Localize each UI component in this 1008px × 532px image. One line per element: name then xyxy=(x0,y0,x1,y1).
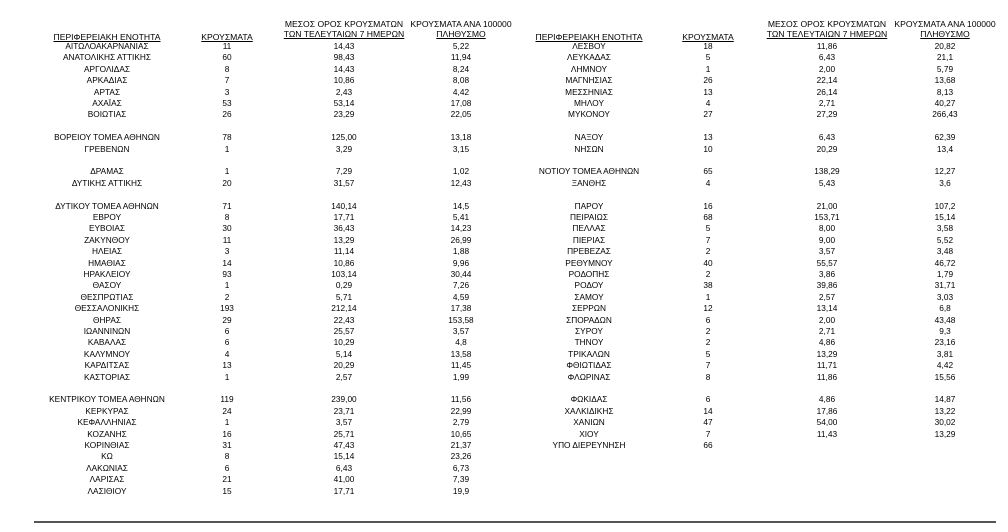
table-cell-left-per100k: 13,58 xyxy=(450,348,472,359)
table-cell-right-per100k: 3,81 xyxy=(936,348,954,359)
table-cell-left-avg7: 22,43 xyxy=(333,314,355,325)
table-cell-left-cases: 14 xyxy=(222,257,232,268)
table-cell-left-cases: 24 xyxy=(222,405,232,416)
table-cell-right-per100k: 13,22 xyxy=(934,405,956,416)
table-cell-right-avg7: 6,43 xyxy=(818,132,836,143)
header-avg-left-line2: ΤΩΝ ΤΕΛΕΥΤΑΙΩΝ 7 ΗΜΕΡΩΝ xyxy=(283,29,405,39)
table-cell-left-avg7: 7,29 xyxy=(335,166,353,177)
table-cell-right-avg7: 8,00 xyxy=(818,223,836,234)
table-cell-right-per100k: 3,03 xyxy=(936,291,954,302)
header-avg-right-line1: ΜΕΣΟΣ ΟΡΟΣ ΚΡΟΥΣΜΑΤΩΝ xyxy=(767,19,887,29)
table-cell-left-region: ΚΩ xyxy=(101,451,113,462)
table-cell-right-cases: 2 xyxy=(705,246,711,257)
table-cell-right-region: ΠΕΛΛΑΣ xyxy=(572,223,606,234)
table-cell-right-region: ΧΑΛΚΙΔΙΚΗΣ xyxy=(564,405,614,416)
table-cell-right-cases: 5 xyxy=(705,223,711,234)
table-cell-left-region: ΚΑΒΑΛΑΣ xyxy=(87,337,127,348)
table-cell-right-region: ΞΑΝΘΗΣ xyxy=(571,177,607,188)
table-cell-left-region: ΛΑΣΙΘΙΟΥ xyxy=(87,485,127,496)
table-cell-left-region: ΒΟΡΕΙΟΥ ΤΟΜΕΑ ΑΘΗΝΩΝ xyxy=(54,132,160,143)
table-cell-left-region: ΗΛΕΙΑΣ xyxy=(91,246,123,257)
table-cell-right-avg7: 2,57 xyxy=(818,291,836,302)
table-cell-right-cases: 12 xyxy=(703,303,713,314)
table-cell-right-cases: 7 xyxy=(705,428,711,439)
table-cell-left-cases: 7 xyxy=(224,75,230,86)
table-cell-right-cases: 1 xyxy=(705,63,711,74)
table-cell-left-region: ΚΕΦΑΛΛΗΝΙΑΣ xyxy=(77,417,137,428)
table-cell-right-region: ΠΡΕΒΕΖΑΣ xyxy=(567,246,611,257)
table-cell-right-avg7: 6,43 xyxy=(818,52,836,63)
table-cell-left-avg7: 2,43 xyxy=(335,86,353,97)
table-cell-left-per100k: 23,26 xyxy=(450,451,472,462)
table-cell-right-avg7: 11,71 xyxy=(816,360,838,371)
table-cell-left-region: ΛΑΚΩΝΙΑΣ xyxy=(86,462,128,473)
table-cell-right-avg7: 11,43 xyxy=(816,428,838,439)
table-cell-right-region: ΧΑΝΙΩΝ xyxy=(573,417,605,428)
table-cell-left-per100k: 7,26 xyxy=(452,280,470,291)
table-cell-right-cases: 26 xyxy=(703,75,713,86)
table-cell-left-avg7: 25,57 xyxy=(333,326,355,336)
table-cell-left-avg7: 14,43 xyxy=(333,41,355,51)
table-cell-left-region: ΑΡΤΑΣ xyxy=(93,86,121,97)
table-cell-right-cases: 16 xyxy=(703,200,713,211)
table-cell-right-avg7: 22,14 xyxy=(816,75,838,86)
table-cell-right-per100k: 1,79 xyxy=(936,269,954,279)
table-cell-right-cases: 13 xyxy=(703,132,713,143)
table-cell-right-region: ΡΕΘΥΜΝΟΥ xyxy=(565,257,613,268)
table-cell-right-per100k: 46,72 xyxy=(934,257,956,268)
table-cell-left-region: ΑΙΤΩΛΟΑΚΑΡΝΑΝΙΑΣ xyxy=(65,41,149,51)
table-cell-right-avg7: 13,29 xyxy=(816,348,838,359)
table-cell-left-avg7: 31,57 xyxy=(333,177,355,188)
table-cell-right-per100k: 8,13 xyxy=(936,86,954,97)
table-cell-left-per100k: 19,9 xyxy=(452,485,470,496)
table-cell-right-region: ΣΥΡΟΥ xyxy=(575,326,603,336)
table-cell-left-per100k: 17,38 xyxy=(450,303,472,314)
table-cell-right-region: ΜΥΚΟΝΟΥ xyxy=(568,109,610,120)
header-per100k-right-line1: ΚΡΟΥΣΜΑΤΑ ΑΝΑ 100000 xyxy=(894,19,996,29)
table-cell-right-avg7: 11,86 xyxy=(816,371,838,382)
table-cell-right-avg7: 4,86 xyxy=(818,394,836,405)
table-cell-left-region: ΘΕΣΣΑΛΟΝΙΚΗΣ xyxy=(74,303,140,314)
table-cell-left-region: ΕΥΒΟΙΑΣ xyxy=(88,223,126,234)
table-cell-left-avg7: 212,14 xyxy=(331,303,357,314)
table-cell-right-per100k: 4,42 xyxy=(936,360,954,371)
table-cell-left-cases: 8 xyxy=(224,212,230,222)
table-cell-right-per100k: 3,6 xyxy=(939,177,951,188)
table-cell-left-cases: 2 xyxy=(224,291,230,302)
table-cell-right-avg7: 20,29 xyxy=(816,143,838,154)
table-cell-right-cases: 5 xyxy=(705,52,711,63)
table-cell-left-per100k: 153,58 xyxy=(448,314,474,325)
table-cell-right-region: ΛΕΣΒΟΥ xyxy=(572,41,606,51)
table-cell-right-per100k: 31,71 xyxy=(934,280,956,291)
table-cell-right-region: ΡΟΔΟΠΗΣ xyxy=(568,269,610,279)
table-cell-left-avg7: 20,29 xyxy=(333,360,355,371)
table-cell-left-per100k: 5,41 xyxy=(452,212,470,222)
table-cell-right-region: ΠΑΡΟΥ xyxy=(574,200,604,211)
table-cell-left-avg7: 47,43 xyxy=(333,440,355,450)
table-cell-left-per100k: 10,65 xyxy=(450,428,472,439)
table-cell-right-avg7: 4,86 xyxy=(818,337,836,348)
table-cell-right-region: ΦΛΩΡΙΝΑΣ xyxy=(567,371,611,382)
table-cell-left-avg7: 13,29 xyxy=(333,234,355,245)
table-cell-left-avg7: 98,43 xyxy=(333,52,355,63)
table-cell-right-cases: 1 xyxy=(705,291,711,302)
table-cell-right-cases: 40 xyxy=(703,257,713,268)
table-cell-left-region: ΖΑΚΥΝΘΟΥ xyxy=(84,234,130,245)
table-cell-left-region: ΔΡΑΜΑΣ xyxy=(90,166,124,177)
header-region-left: ΠΕΡΙΦΕΡΕΙΑΚΗ ΕΝΟΤΗΤΑ xyxy=(53,32,161,42)
table-cell-left-avg7: 11,14 xyxy=(333,246,355,257)
table-cell-right-per100k: 3,48 xyxy=(936,246,954,257)
table-cell-left-cases: 11 xyxy=(222,234,232,245)
table-cell-left-per100k: 12,43 xyxy=(450,177,472,188)
table-cell-right-avg7: 9,00 xyxy=(818,234,836,245)
table-cell-left-avg7: 239,00 xyxy=(331,394,357,405)
table-cell-left-region: ΗΜΑΘΙΑΣ xyxy=(88,257,126,268)
table-cell-right-cases: 13 xyxy=(703,86,713,97)
table-cell-left-cases: 6 xyxy=(224,326,230,336)
table-cell-left-cases: 8 xyxy=(224,63,230,74)
table-cell-left-per100k: 22,99 xyxy=(450,405,472,416)
table-cell-right-avg7: 2,00 xyxy=(818,63,836,74)
table-cell-left-per100k: 11,56 xyxy=(450,394,472,405)
table-cell-left-region: ΚΑΛΥΜΝΟΥ xyxy=(83,348,131,359)
table-cell-left-avg7: 10,86 xyxy=(333,257,355,268)
table-cell-left-per100k: 8,08 xyxy=(452,75,470,86)
table-cell-left-cases: 6 xyxy=(224,462,230,473)
table-cell-right-per100k: 5,52 xyxy=(936,234,954,245)
table-cell-left-per100k: 30,44 xyxy=(450,269,472,279)
table-cell-left-avg7: 5,71 xyxy=(335,291,353,302)
table-cell-right-region: ΤΗΝΟΥ xyxy=(574,337,604,348)
table-cell-right-avg7: 3,57 xyxy=(818,246,836,257)
table-cell-left-cases: 1 xyxy=(224,166,230,177)
table-cell-right-cases: 47 xyxy=(703,417,713,428)
table-cell-right-region: ΝΟΤΙΟΥ ΤΟΜΕΑ ΑΘΗΝΩΝ xyxy=(538,166,640,177)
table-cell-left-avg7: 2,57 xyxy=(335,371,353,382)
table-cell-right-per100k: 3,58 xyxy=(936,223,954,234)
table-cell-left-region: ΚΟΖΑΝΗΣ xyxy=(87,428,127,439)
table-cell-right-avg7: 26,14 xyxy=(816,86,838,97)
table-cell-left-per100k: 21,37 xyxy=(450,440,472,450)
table-cell-right-per100k: 5,79 xyxy=(936,63,954,74)
table-cell-left-region: ΔΥΤΙΚΗΣ ΑΤΤΙΚΗΣ xyxy=(71,177,143,188)
table-cell-right-avg7: 2,71 xyxy=(818,98,836,108)
table-cell-left-cases: 1 xyxy=(224,280,230,291)
table-cell-right-region: ΣΕΡΡΩΝ xyxy=(572,303,606,314)
table-cell-left-cases: 26 xyxy=(222,109,232,120)
table-cell-right-cases: 4 xyxy=(705,177,711,188)
table-cell-left-region: ΔΥΤΙΚΟΥ ΤΟΜΕΑ ΑΘΗΝΩΝ xyxy=(55,200,159,211)
table-cell-right-region: ΝΗΣΩΝ xyxy=(574,143,604,154)
table-cell-right-region: ΡΟΔΟΥ xyxy=(574,280,604,291)
table-cell-left-per100k: 3,15 xyxy=(452,143,470,154)
table-cell-left-avg7: 3,57 xyxy=(335,417,353,428)
table-cell-right-per100k: 14,87 xyxy=(934,394,956,405)
header-per100k-right-line2: ΠΛΗΘΥΣΜΟ xyxy=(920,29,970,39)
table-cell-left-per100k: 1,99 xyxy=(452,371,470,382)
table-cell-left-per100k: 9,96 xyxy=(452,257,470,268)
table-cell-right-per100k: 43,48 xyxy=(934,314,956,325)
table-cell-left-per100k: 22,05 xyxy=(450,109,472,120)
table-cell-left-cases: 31 xyxy=(222,440,232,450)
table-cell-right-region: ΠΙΕΡΙΑΣ xyxy=(572,234,606,245)
table-cell-left-cases: 3 xyxy=(224,86,230,97)
table-cell-right-region: ΜΗΛΟΥ xyxy=(574,98,604,108)
header-avg-right-line2: ΤΩΝ ΤΕΛΕΥΤΑΙΩΝ 7 ΗΜΕΡΩΝ xyxy=(766,29,888,39)
table-cell-right-cases: 4 xyxy=(705,98,711,108)
table-cell-left-cases: 1 xyxy=(224,371,230,382)
table-cell-left-avg7: 5,14 xyxy=(335,348,353,359)
table-cell-left-cases: 1 xyxy=(224,417,230,428)
table-cell-right-region: ΦΩΚΙΔΑΣ xyxy=(570,394,608,405)
table-cell-left-region: ΑΡΚΑΔΙΑΣ xyxy=(86,75,128,86)
table-cell-right-cases: 6 xyxy=(705,394,711,405)
table-cell-right-cases: 2 xyxy=(705,326,711,336)
table-cell-right-cases: 38 xyxy=(703,280,713,291)
table-cell-left-region: ΓΡΕΒΕΝΩΝ xyxy=(84,143,130,154)
table-cell-left-region: ΑΝΑΤΟΛΙΚΗΣ ΑΤΤΙΚΗΣ xyxy=(62,52,152,63)
table-cell-left-per100k: 2,79 xyxy=(452,417,470,428)
table-cell-left-per100k: 11,45 xyxy=(450,360,472,371)
table-cell-right-region: ΧΙΟΥ xyxy=(579,428,599,439)
table-cell-right-per100k: 20,82 xyxy=(934,41,956,51)
table-cell-left-per100k: 14,23 xyxy=(450,223,472,234)
table-cell-left-region: ΙΩΑΝΝΙΝΩΝ xyxy=(83,326,131,336)
table-cell-right-cases: 5 xyxy=(705,348,711,359)
table-cell-left-cases: 21 xyxy=(222,474,232,485)
table-cell-left-per100k: 6,73 xyxy=(452,462,470,473)
table-cell-right-per100k: 21,1 xyxy=(936,52,954,63)
table-cell-left-per100k: 4,8 xyxy=(455,337,467,348)
table-cell-left-avg7: 36,43 xyxy=(333,223,355,234)
table-cell-right-cases: 68 xyxy=(703,212,713,222)
table-cell-right-avg7: 13,14 xyxy=(816,303,838,314)
table-cell-left-avg7: 23,29 xyxy=(333,109,355,120)
table-cell-left-region: ΛΑΡΙΣΑΣ xyxy=(89,474,125,485)
table-cell-right-avg7: 17,86 xyxy=(816,405,838,416)
table-cell-left-avg7: 17,71 xyxy=(333,212,355,222)
table-cell-left-avg7: 23,71 xyxy=(333,405,355,416)
table-cell-right-cases: 66 xyxy=(703,440,713,450)
header-cases-left: ΚΡΟΥΣΜΑΤΑ xyxy=(201,32,253,42)
table-cell-left-cases: 15 xyxy=(222,485,232,496)
header-cases-right: ΚΡΟΥΣΜΑΤΑ xyxy=(682,32,734,42)
table-cell-left-cases: 193 xyxy=(220,303,234,314)
table-cell-right-cases: 6 xyxy=(705,314,711,325)
table-cell-right-region: ΝΑΞΟΥ xyxy=(574,132,604,143)
table-cell-right-region: ΛΕΥΚΑΔΑΣ xyxy=(567,52,611,63)
table-cell-right-avg7: 21,00 xyxy=(816,200,838,211)
table-cell-left-region: ΕΒΡΟΥ xyxy=(92,212,122,222)
table-cell-right-region: ΦΘΙΩΤΙΔΑΣ xyxy=(566,360,612,371)
table-cell-left-region: ΑΡΓΟΛΙΔΑΣ xyxy=(84,63,130,74)
table-cell-left-region: ΚΕΡΚΥΡΑΣ xyxy=(85,405,129,416)
table-cell-right-region: ΣΑΜΟΥ xyxy=(574,291,604,302)
table-cell-left-avg7: 3,29 xyxy=(335,143,353,154)
table-cell-left-avg7: 140,14 xyxy=(331,200,357,211)
table-cell-right-avg7: 54,00 xyxy=(816,417,838,428)
header-avg-left-line1: ΜΕΣΟΣ ΟΡΟΣ ΚΡΟΥΣΜΑΤΩΝ xyxy=(284,19,404,29)
table-cell-right-region: ΠΕΙΡΑΙΩΣ xyxy=(570,212,608,222)
table-cell-left-per100k: 1,88 xyxy=(452,246,470,257)
table-cell-left-cases: 3 xyxy=(224,246,230,257)
header-region-right: ΠΕΡΙΦΕΡΕΙΑΚΗ ΕΝΟΤΗΤΑ xyxy=(535,32,643,42)
table-cell-left-avg7: 10,86 xyxy=(333,75,355,86)
table-cell-right-cases: 18 xyxy=(703,41,713,51)
table-cell-left-cases: 93 xyxy=(222,269,232,279)
table-cell-right-per100k: 62,39 xyxy=(934,132,956,143)
table-cell-left-cases: 53 xyxy=(222,98,232,108)
table-cell-left-cases: 1 xyxy=(224,143,230,154)
table-cell-right-cases: 8 xyxy=(705,371,711,382)
table-cell-left-region: ΑΧΑΪΑΣ xyxy=(92,98,122,108)
table-cell-left-region: ΘΗΡΑΣ xyxy=(92,314,122,325)
table-cell-left-avg7: 103,14 xyxy=(331,269,357,279)
table-cell-left-per100k: 7,39 xyxy=(452,474,470,485)
table-cell-left-per100k: 3,57 xyxy=(452,326,470,336)
table-cell-left-cases: 13 xyxy=(222,360,232,371)
table-cell-right-avg7: 55,57 xyxy=(816,257,838,268)
table-cell-right-avg7: 11,86 xyxy=(816,41,838,51)
table-cell-left-per100k: 11,94 xyxy=(450,52,472,63)
table-cell-left-cases: 8 xyxy=(224,451,230,462)
table-cell-left-cases: 78 xyxy=(222,132,232,143)
header-per100k-left-line1: ΚΡΟΥΣΜΑΤΑ ΑΝΑ 100000 xyxy=(410,19,512,29)
table-cell-right-per100k: 30,02 xyxy=(934,417,956,428)
table-cell-right-avg7: 153,71 xyxy=(814,212,840,222)
table-cell-right-per100k: 12,27 xyxy=(934,166,956,177)
table-cell-right-region: ΛΗΜΝΟΥ xyxy=(570,63,608,74)
table-cell-left-avg7: 25,71 xyxy=(333,428,355,439)
table-cell-right-per100k: 15,56 xyxy=(934,371,956,382)
table-cell-left-cases: 4 xyxy=(224,348,230,359)
table-cell-left-avg7: 14,43 xyxy=(333,63,355,74)
table-cell-left-per100k: 1,02 xyxy=(452,166,470,177)
table-cell-left-region: ΚΕΝΤΡΙΚΟΥ ΤΟΜΕΑ ΑΘΗΝΩΝ xyxy=(49,394,165,405)
table-cell-right-region: ΜΕΣΣΗΝΙΑΣ xyxy=(565,86,613,97)
table-cell-right-avg7: 138,29 xyxy=(814,166,840,177)
table-cell-left-per100k: 4,59 xyxy=(452,291,470,302)
table-cell-right-region: ΣΠΟΡΑΔΩΝ xyxy=(566,314,612,325)
table-cell-right-region: ΤΡΙΚΑΛΩΝ xyxy=(568,348,610,359)
table-cell-right-cases: 14 xyxy=(703,405,713,416)
table-cell-right-per100k: 9,3 xyxy=(939,326,951,336)
table-cell-right-per100k: 15,14 xyxy=(934,212,956,222)
table-cell-right-per100k: 266,43 xyxy=(932,109,958,120)
table-cell-left-cases: 60 xyxy=(222,52,232,63)
table-cell-right-per100k: 13,68 xyxy=(934,75,956,86)
table-cell-left-per100k: 4,42 xyxy=(452,86,470,97)
table-cell-left-avg7: 10,29 xyxy=(333,337,355,348)
table-cell-left-avg7: 6,43 xyxy=(335,462,353,473)
table-cell-right-per100k: 107,2 xyxy=(934,200,956,211)
table-cell-right-cases: 10 xyxy=(703,143,713,154)
table-cell-right-cases: 7 xyxy=(705,360,711,371)
table-cell-left-region: ΚΑΡΔΙΤΣΑΣ xyxy=(84,360,130,371)
table-cell-left-avg7: 53,14 xyxy=(333,98,355,108)
table-cell-left-cases: 30 xyxy=(222,223,232,234)
table-cell-left-cases: 119 xyxy=(220,394,234,405)
table-cell-right-cases: 2 xyxy=(705,337,711,348)
table-cell-right-cases: 27 xyxy=(703,109,713,120)
table-cell-right-per100k: 13,29 xyxy=(934,428,956,439)
bottom-divider xyxy=(34,521,996,523)
table-cell-left-region: ΚΟΡΙΝΘΙΑΣ xyxy=(84,440,130,450)
table-cell-left-avg7: 0,29 xyxy=(335,280,353,291)
table-cell-left-per100k: 5,22 xyxy=(452,41,470,51)
table-cell-left-cases: 29 xyxy=(222,314,232,325)
table-cell-left-region: ΒΟΙΩΤΙΑΣ xyxy=(87,109,127,120)
table-cell-left-cases: 6 xyxy=(224,337,230,348)
table-cell-left-per100k: 17,08 xyxy=(450,98,472,108)
table-cell-right-avg7: 5,43 xyxy=(818,177,836,188)
table-cell-right-per100k: 23,16 xyxy=(934,337,956,348)
table-cell-right-avg7: 27,29 xyxy=(816,109,838,120)
table-cell-left-per100k: 14,5 xyxy=(452,200,470,211)
table-cell-right-avg7: 39,86 xyxy=(816,280,838,291)
table-cell-left-per100k: 13,18 xyxy=(450,132,472,143)
table-cell-left-avg7: 15,14 xyxy=(333,451,355,462)
table-cell-left-region: ΚΑΣΤΟΡΙΑΣ xyxy=(83,371,131,382)
table-cell-right-per100k: 13,4 xyxy=(936,143,954,154)
table-cell-left-cases: 71 xyxy=(222,200,232,211)
table-cell-right-cases: 65 xyxy=(703,166,713,177)
table-cell-left-avg7: 41,00 xyxy=(333,474,355,485)
table-cell-left-cases: 16 xyxy=(222,428,232,439)
table-cell-left-region: ΘΑΣΟΥ xyxy=(92,280,122,291)
table-cell-left-per100k: 8,24 xyxy=(452,63,470,74)
table-cell-left-region: ΘΕΣΠΡΩΤΙΑΣ xyxy=(80,291,134,302)
table-cell-left-per100k: 26,99 xyxy=(450,234,472,245)
table-cell-right-cases: 2 xyxy=(705,269,711,279)
table-cell-right-avg7: 2,71 xyxy=(818,326,836,336)
table-cell-right-region: ΜΑΓΝΗΣΙΑΣ xyxy=(565,75,613,86)
table-cell-left-avg7: 17,71 xyxy=(333,485,355,496)
table-cell-right-per100k: 6,8 xyxy=(939,303,951,314)
table-cell-left-region: ΗΡΑΚΛΕΙΟΥ xyxy=(83,269,131,279)
table-cell-left-cases: 20 xyxy=(222,177,232,188)
table-cell-left-cases: 11 xyxy=(222,41,232,51)
table-cell-left-avg7: 125,00 xyxy=(331,132,357,143)
header-per100k-left-line2: ΠΛΗΘΥΣΜΟ xyxy=(436,29,486,39)
table-cell-right-region: ΥΠΟ ΔΙΕΡΕΥΝΗΣΗ xyxy=(552,440,626,450)
table-cell-right-avg7: 2,00 xyxy=(818,314,836,325)
table-cell-right-avg7: 3,86 xyxy=(818,269,836,279)
table-cell-right-per100k: 40,27 xyxy=(934,98,956,108)
table-cell-right-cases: 7 xyxy=(705,234,711,245)
